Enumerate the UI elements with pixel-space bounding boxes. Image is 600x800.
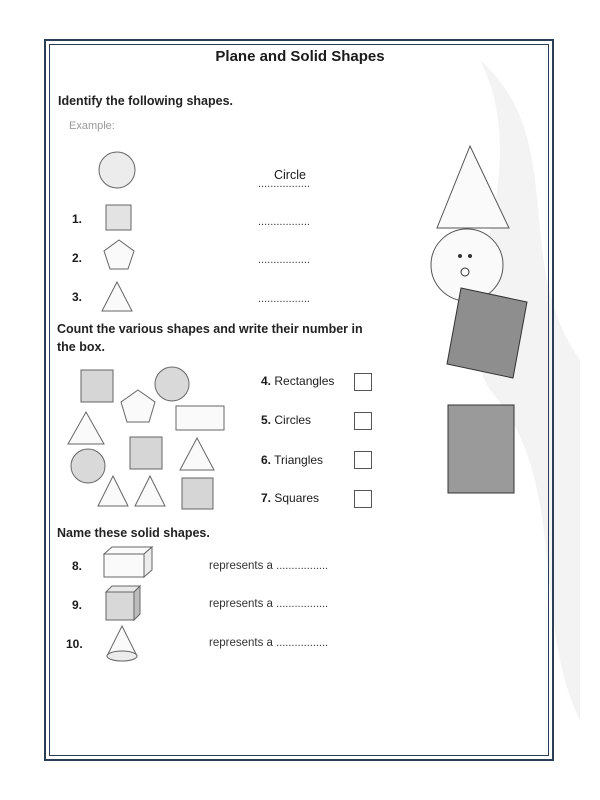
- collection-triangle-1: [68, 412, 104, 444]
- collection-square-3: [182, 478, 213, 509]
- section2-heading: [57, 320, 363, 356]
- triangle-icon: [100, 280, 134, 314]
- cuboid-icon: [102, 546, 154, 580]
- item-9-text: [209, 598, 328, 610]
- shape-collection: [66, 362, 236, 522]
- collection-rectangle: [176, 406, 224, 430]
- collection-triangle-2: [180, 438, 214, 470]
- cube-icon: [104, 584, 142, 622]
- item-8-represents: represents a: [209, 560, 273, 572]
- figure-hat-triangle: [437, 146, 509, 228]
- collection-square-1: [81, 370, 113, 402]
- square-icon: [105, 204, 133, 232]
- item-1-answer-line[interactable]: .................: [258, 216, 310, 228]
- section2-heading-line1: Count the various shapes and write their number in: [57, 322, 363, 336]
- item-3-answer-line[interactable]: .................: [258, 293, 310, 305]
- question-6: [261, 453, 323, 467]
- shape-figure-illustration: [425, 140, 535, 500]
- triangles-count-box[interactable]: [354, 451, 372, 469]
- squares-count-box[interactable]: [354, 490, 372, 508]
- item-8-text: [209, 560, 328, 572]
- section1-heading: Identify the following shapes.: [58, 94, 234, 108]
- collection-triangle-4: [135, 476, 165, 506]
- question-7-number: 7.: [261, 491, 272, 505]
- question-5-label: Circles: [274, 413, 312, 427]
- question-5-number: 5.: [261, 413, 272, 427]
- page-title: Plane and Solid Shapes: [215, 48, 385, 65]
- item-2-number: 2.: [72, 251, 83, 265]
- collection-pentagon: [121, 390, 155, 422]
- example-answer-line: .................: [258, 178, 310, 190]
- question-5: [261, 413, 311, 427]
- item-10-represents: represents a: [209, 637, 273, 649]
- item-3-number: 3.: [72, 290, 83, 304]
- question-4: [261, 374, 334, 388]
- item-8-number: 8.: [72, 559, 83, 573]
- circles-count-box[interactable]: [354, 412, 372, 430]
- section2-heading-line2: the box.: [57, 340, 105, 354]
- item-8-answer-line[interactable]: .................: [276, 560, 329, 572]
- question-4-label: Rectangles: [274, 374, 335, 388]
- cone-icon: [104, 624, 140, 664]
- section3-heading: Name these solid shapes.: [57, 526, 210, 540]
- question-4-number: 4.: [261, 374, 272, 388]
- collection-circle-2: [71, 449, 105, 483]
- item-9-number: 9.: [72, 598, 83, 612]
- item-10-number: 10.: [66, 637, 83, 651]
- item-1-number: 1.: [72, 212, 83, 226]
- item-10-text: [209, 637, 328, 649]
- item-2-answer-line[interactable]: .................: [258, 254, 310, 266]
- example-label: Example:: [69, 120, 115, 132]
- question-6-number: 6.: [261, 453, 272, 467]
- collection-circle-1: [155, 367, 189, 401]
- figure-legs-rectangle: [448, 405, 514, 493]
- collection-triangle-3: [98, 476, 128, 506]
- figure-body-square: [447, 288, 527, 378]
- question-7-label: Squares: [274, 491, 320, 505]
- question-6-label: Triangles: [274, 453, 324, 467]
- example-answer: Circle: [274, 168, 306, 182]
- pentagon-icon: [102, 238, 136, 272]
- circle-icon: [98, 150, 138, 190]
- question-7: [261, 491, 319, 505]
- rectangles-count-box[interactable]: [354, 373, 372, 391]
- item-10-answer-line[interactable]: .................: [276, 637, 329, 649]
- collection-square-2: [130, 437, 162, 469]
- item-9-represents: represents a: [209, 598, 273, 610]
- item-9-answer-line[interactable]: .................: [276, 598, 329, 610]
